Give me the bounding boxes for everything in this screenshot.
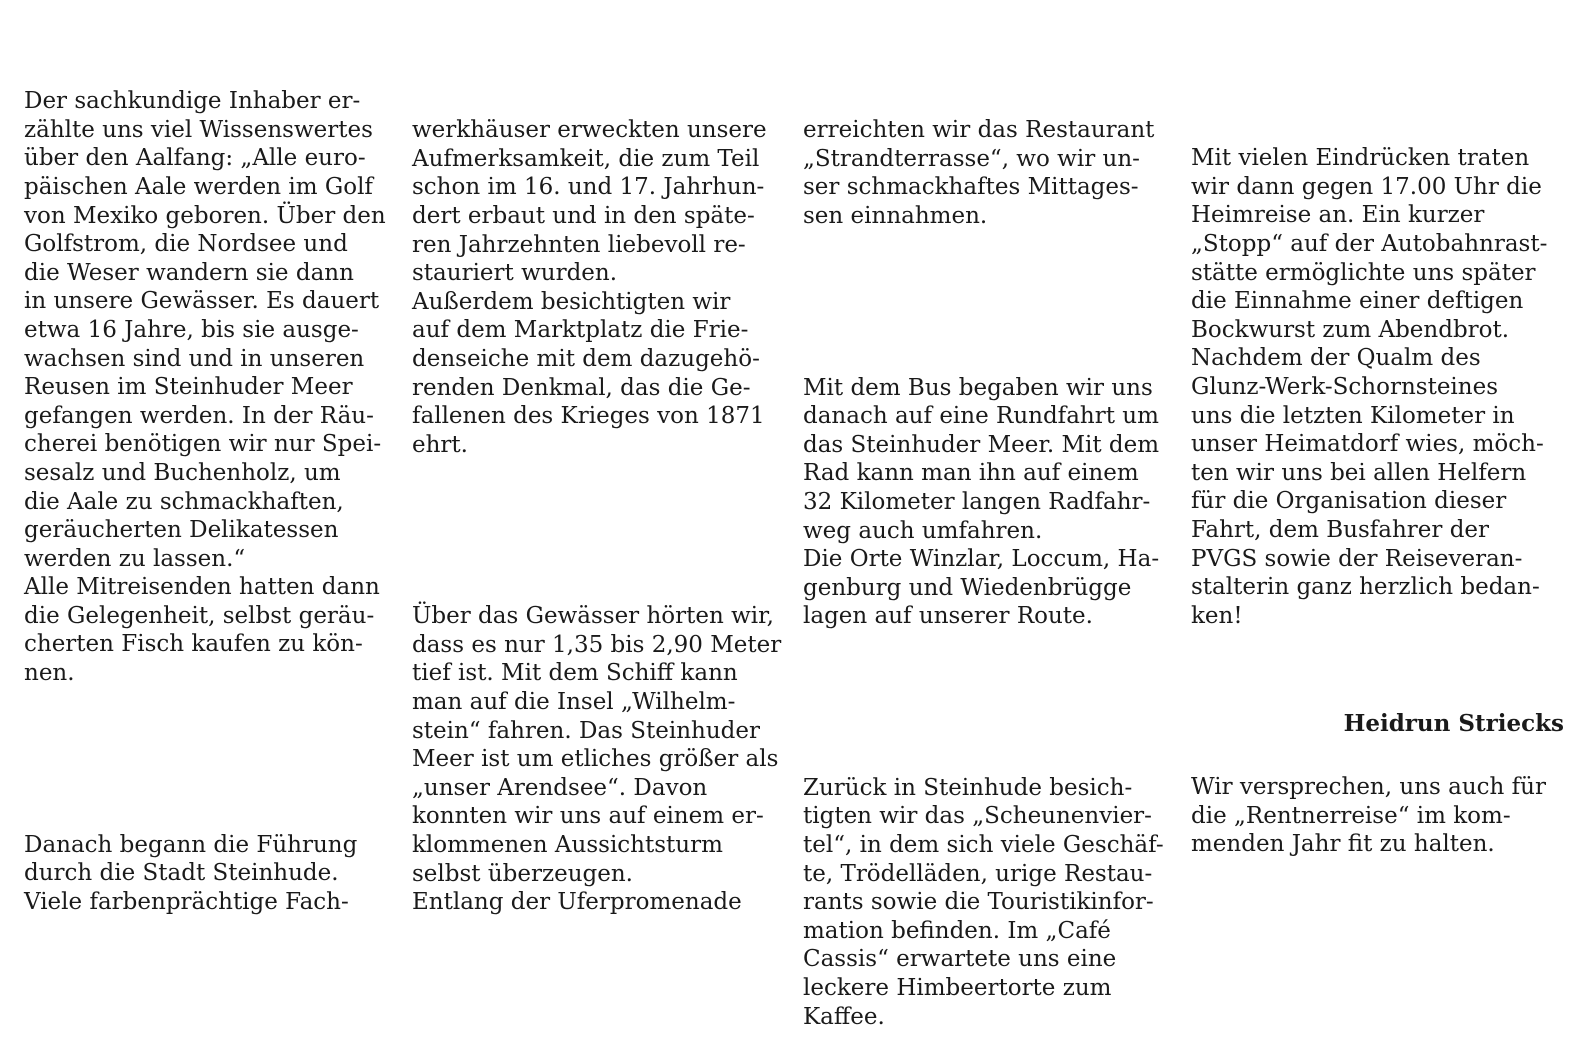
paragraph: Mit vielen Eindrücken traten wir dann gegen 17.00 Uhr die Heimreise an. Ein kurzer „Stopp“ auf der Autobahnrast- stätte ermöglichte uns später die Einnahme einer deftigen Bockwurst zum Abendbrot. Nachdem der Qualm des Glunz-Werk-Schornsteines uns die letzten Kilometer in unser Heimatdorf wies, möch- ten wir uns bei allen Helfern für die Organisation dieser Fahrt, dem Busfahrer der PVGS sowie der Reiseveran- stalterin ganz herzlich bedan- ken! bbox=[1191, 145, 1548, 629]
article-column-1 bbox=[24, 30, 386, 945]
paragraph: Über das Gewässer hörten wir, dass es nur 1,35 bis 2,90 Meter tief ist. Mit dem Schiff kann man auf die Insel „Wilhelm- stein“ fahren. Das Steinhuder Meer ist um etliches größer als „unser Arendsee“. Davon konnten wir uns auf einem er- klommenen Aussichtsturm selbst überzeugen. Entlang der Uferpromenade bbox=[412, 603, 782, 916]
paragraph: Wir versprechen, uns auch für die „Rentnerreise“ im kom- menden Jahr fit zu halten. bbox=[1191, 774, 1546, 858]
paragraph: Zurück in Steinhude besich- tigten wir das „Scheunenvier- tel“, in dem sich viele Geschäf- te, Trödelläden, urige Restau- rants sowie die Touristikinfor- mation befinden. Im „Café Cassis“ erwartete uns eine leckere Himbeertorte zum Kaffee. bbox=[803, 774, 1164, 1030]
paragraph: Danach begann die Führung durch die Stadt Steinhude. Viele farbenprächtige Fach- bbox=[24, 831, 358, 915]
article-column-2 bbox=[412, 59, 781, 945]
article-column-3 bbox=[803, 59, 1164, 1060]
paragraph: werkhäuser erweckten unsere Aufmerksamkeit, die zum Teil schon im 16. und 17. Jahrhun- dert erbaut und in den späte- ren Jahrzehnten liebevoll re- stauriert wurden. Außerdem besichtigten wir auf dem Marktplatz die Frie- denseiche mit dem dazugehö- renden Denkmal, das die Ge- fallenen des Krieges von 1871 ehrt. bbox=[412, 117, 767, 458]
paragraph: erreichten wir das Restaurant „Strandterrasse“, wo wir un- ser schmackhaftes Mittages- sen einnahmen. bbox=[803, 117, 1155, 229]
paragraph: Mit dem Bus begaben wir uns danach auf eine Rundfahrt um das Steinhuder Meer. Mit dem Rad kann man ihn auf einem 32 Kilometer langen Radfahr- weg auch umfahren. Die Orte Winzlar, Loccum, Ha- genburg und Wiedenbrügge lagen auf unserer Route. bbox=[803, 374, 1160, 630]
paragraph: Der sachkundige Inhaber er- zählte uns viel Wissenswertes über den Aalfang: „Alle euro- päischen Aale werden im Golf von Mexiko geboren. Über den Golfstrom, die Nordsee und die Weser wandern sie dann in unsere Gewässer. Es dauert etwa 16 Jahre, bis sie ausge- wachsen sind und in unseren Reusen im Steinhuder Meer gefangen werden. In der Räu- cherei benötigen wir nur Spei- sesalz und Buchenholz, um die Aale zu schmackhaften, geräucherten Delikatessen werden zu lassen.“ Alle Mitreisenden hatten dann die Gelegenheit, selbst geräu- cherten Fisch kaufen zu kön- nen. bbox=[24, 88, 386, 687]
author-byline: Heidrun Striecks bbox=[1343, 710, 1564, 737]
